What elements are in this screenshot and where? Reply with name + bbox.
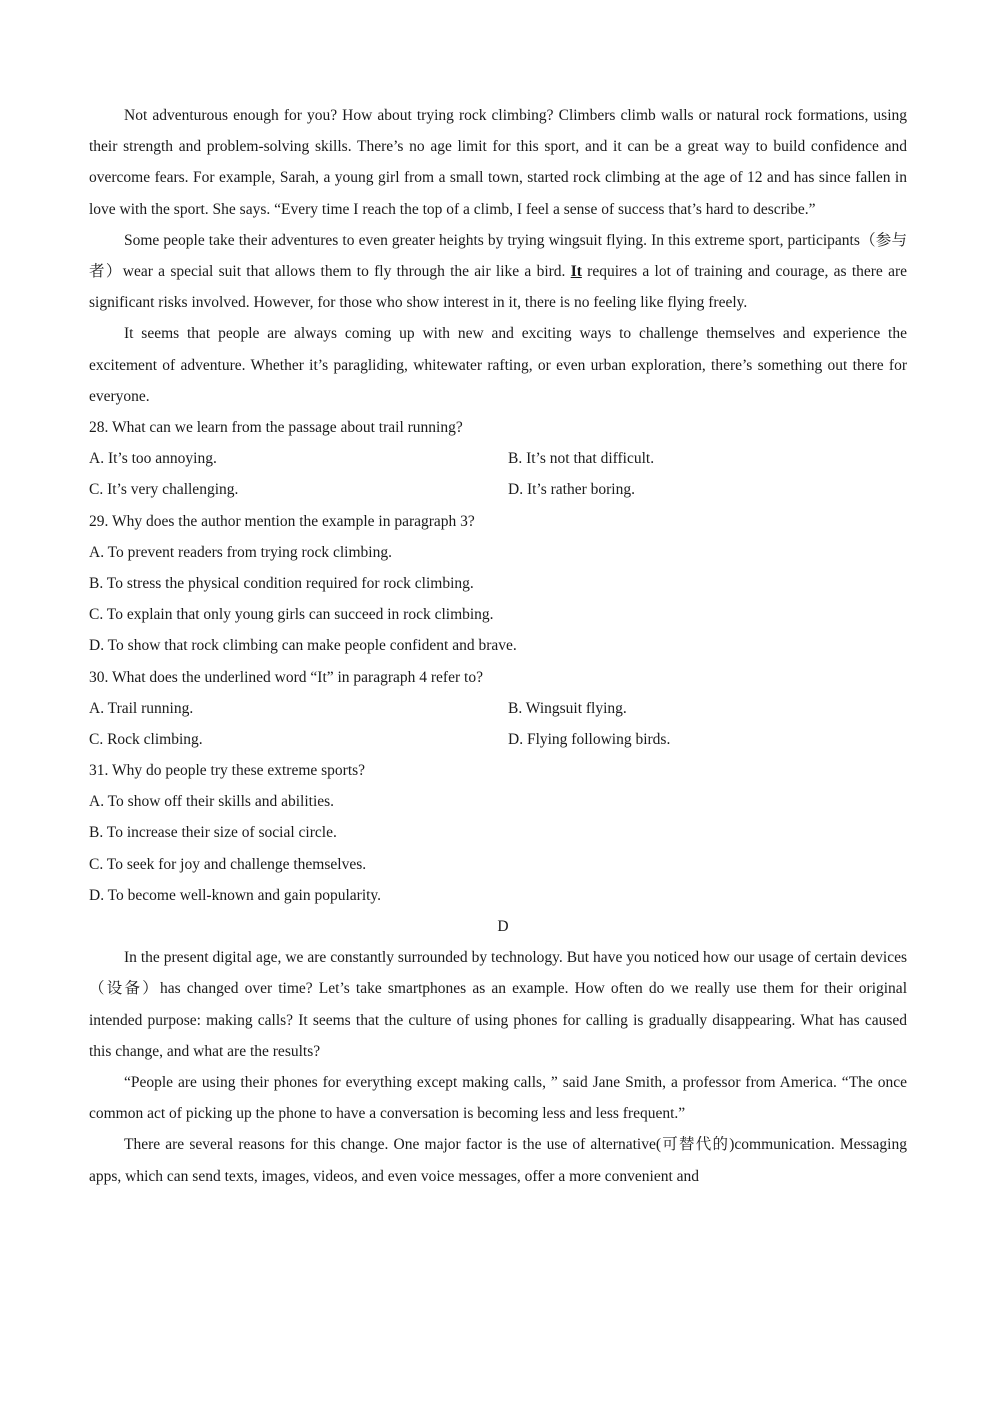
passage-d-paragraph-1: In the present digital age, we are constantly surrounded by technology. But have you noticed how our usage of certain devices（设备）has changed over time? Let’s take smartphones as an example. How often do we really use them for their original intended purpose: making calls? It seems that the culture of using phones for calling is gradually disappearing. What has caused this change, and what are the results? bbox=[89, 949, 907, 1060]
question-28-option-b[interactable]: B. It’s not that difficult. bbox=[508, 450, 655, 468]
question-30-option-b[interactable]: B. Wingsuit flying. bbox=[508, 699, 627, 717]
section-d-heading: D bbox=[497, 918, 509, 936]
question-28-option-d[interactable]: D. It’s rather boring. bbox=[508, 481, 635, 499]
passage-c-paragraph-3: Not adventurous enough for you? How about trying rock climbing? Climbers climb walls or natural rock formations, using their strength and problem-solving skills. There’s no age limit for this sport, and it can be a great way to build confidence and overcome fears. For example, Sarah, a young girl from a small town, started rock climbing at the age of 12 and has since fallen in love with the sport. She says. “Every time I reach the top of a climb, I feel a sense of success that’s hard to describe.” bbox=[89, 107, 907, 218]
question-29-option-c[interactable]: C. To explain that only young girls can succeed in rock climbing. bbox=[89, 606, 494, 624]
question-29-option-d[interactable]: D. To show that rock climbing can make people confident and brave. bbox=[89, 637, 517, 655]
passage-c-paragraph-5: It seems that people are always coming up with new and exciting ways to challenge themselves and experience the excitement of adventure. Whether it’s paragliding, whitewater rafting, or even urban exploration, there’s something out there for everyone. bbox=[89, 325, 907, 405]
question-31-option-c[interactable]: C. To seek for joy and challenge themselves. bbox=[89, 855, 367, 873]
passage-d-paragraph-2: “People are using their phones for everything except making calls, ” said Jane Smith, a professor from America. “The once common act of picking up the phone to have a conversation is becoming less and less frequent.” bbox=[89, 1074, 907, 1123]
question-29-option-b[interactable]: B. To stress the physical condition required for rock climbing. bbox=[89, 574, 474, 592]
paragraph-4-text-before: Some people take their adventures to even greater heights by trying wingsuit flying. In this extreme sport, participants（参与者）wear a special suit that allows them to fly through the air like a bird. bbox=[89, 231, 907, 281]
question-30-stem: 30. What does the underlined word “It” in paragraph 4 refer to? bbox=[89, 668, 483, 686]
question-28-option-a[interactable]: A. It’s too annoying. bbox=[89, 450, 217, 468]
question-31-option-b[interactable]: B. To increase their size of social circle. bbox=[89, 824, 337, 842]
question-30-options-row-2 bbox=[89, 724, 907, 755]
question-31-option-a[interactable]: A. To show off their skills and abilities. bbox=[89, 793, 335, 811]
question-30-option-d[interactable]: D. Flying following birds. bbox=[508, 730, 671, 748]
question-30-option-c[interactable]: C. Rock climbing. bbox=[89, 730, 203, 748]
question-30-option-a[interactable]: A. Trail running. bbox=[89, 699, 194, 717]
question-28-options-row-1 bbox=[89, 443, 907, 474]
question-31-option-d[interactable]: D. To become well-known and gain popularity. bbox=[89, 886, 382, 904]
question-28-option-c[interactable]: C. It’s very challenging. bbox=[89, 481, 239, 499]
passage-d-paragraph-3: There are several reasons for this change. One major factor is the use of alternative(可替代的)communication. Messaging apps, which can send texts, images, videos, and even voice messages, offer a more convenient and bbox=[89, 1136, 907, 1185]
question-30-options-row-1 bbox=[89, 693, 907, 724]
question-28-options-row-2 bbox=[89, 474, 907, 505]
underlined-word-it: It bbox=[570, 263, 582, 281]
passage-c-paragraph-4 bbox=[89, 225, 907, 319]
paragraph-4-text-after: requires a lot of training and courage, as there are significant risks involved. However, for those who show interest in it, there is no feeling like flying freely. bbox=[89, 263, 907, 312]
question-31-stem: 31. Why do people try these extreme sports? bbox=[89, 762, 366, 780]
exam-page bbox=[89, 100, 907, 1192]
question-29-stem: 29. Why does the author mention the example in paragraph 3? bbox=[89, 512, 475, 530]
question-28-stem: 28. What can we learn from the passage about trail running? bbox=[89, 419, 463, 437]
question-29-option-a[interactable]: A. To prevent readers from trying rock climbing. bbox=[89, 543, 392, 561]
